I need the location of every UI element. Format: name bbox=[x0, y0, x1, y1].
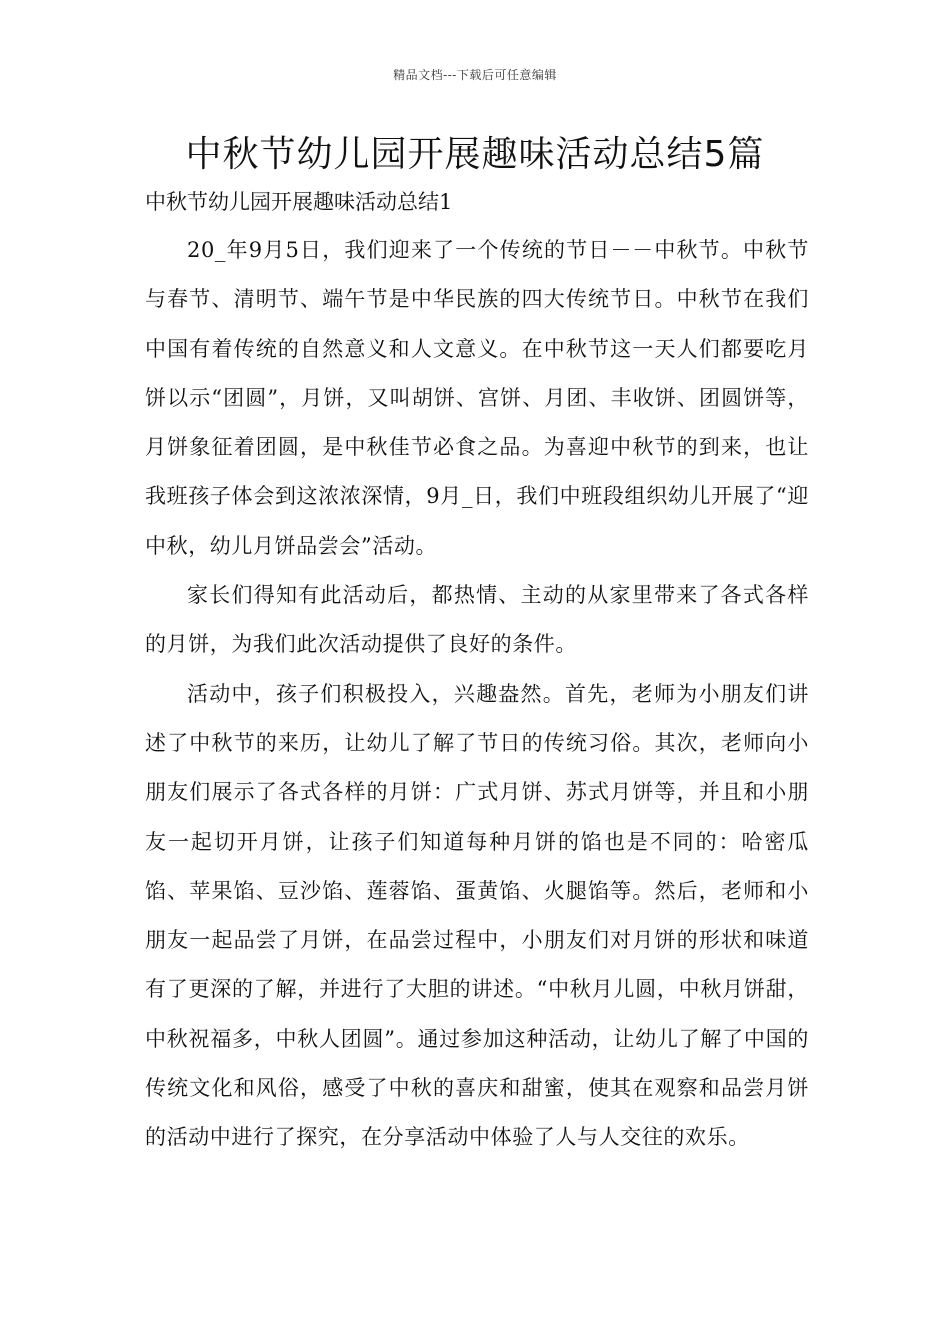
section-subtitle: 中秋节幼儿园开展趣味活动总结1 bbox=[145, 190, 453, 214]
header-note: 精品文档---下载后可任意编辑 bbox=[393, 68, 557, 82]
paragraph-3: 活动中，孩子们积极投入，兴趣盎然。首先，老师为小朋友们讲述了中秋节的来历，让幼儿了解了节日的传统习俗。其次，老师向小朋友们展示了各式各样的月饼：广式月饼、苏式月饼等，并且和小朋友一起切开月饼，让孩子们知道每种月饼的馅也是不同的：哈密瓜馅、苹果馅、豆沙馅、莲蓉馅、蛋黄馅、火腿馅等。然后，老师和小朋友一起品尝了月饼，在品尝过程中，小朋友们对月饼的形状和味道有了更深的了解，并进行了大胆的讲述。“中秋月儿圆，中秋月饼甜，中秋祝福多，中秋人团圆”。通过参加这种活动，让幼儿了解了中国的传统文化和风俗，感受了中秋的喜庆和甜蜜，使其在观察和品尝月饼的活动中进行了探究，在分享活动中体验了人与人交往的欢乐。 bbox=[145, 681, 809, 1150]
paragraph-2: 家长们得知有此活动后，都热情、主动的从家里带来了各式各样的月饼，为我们此次活动提供了良好的条件。 bbox=[145, 583, 809, 657]
document-title: 中秋节幼儿园开展趣味活动总结5篇 bbox=[185, 134, 765, 175]
document-body bbox=[145, 226, 809, 1163]
paragraph-1: 20_年9月5日，我们迎来了一个传统的节日－－中秋节。中秋节与春节、清明节、端午节是中华民族的四大传统节日。中秋节在我们中国有着传统的自然意义和人文意义。在中秋节这一天人们都要吃月饼以示“团圆”，月饼，又叫胡饼、宫饼、月团、丰收饼、团圆饼等，月饼象征着团圆，是中秋佳节必食之品。为喜迎中秋节的到来，也让我班孩子体会到这浓浓深情，9月_日，我们中班段组织幼儿开展了“迎中秋，幼儿月饼品尝会”活动。 bbox=[145, 238, 809, 558]
